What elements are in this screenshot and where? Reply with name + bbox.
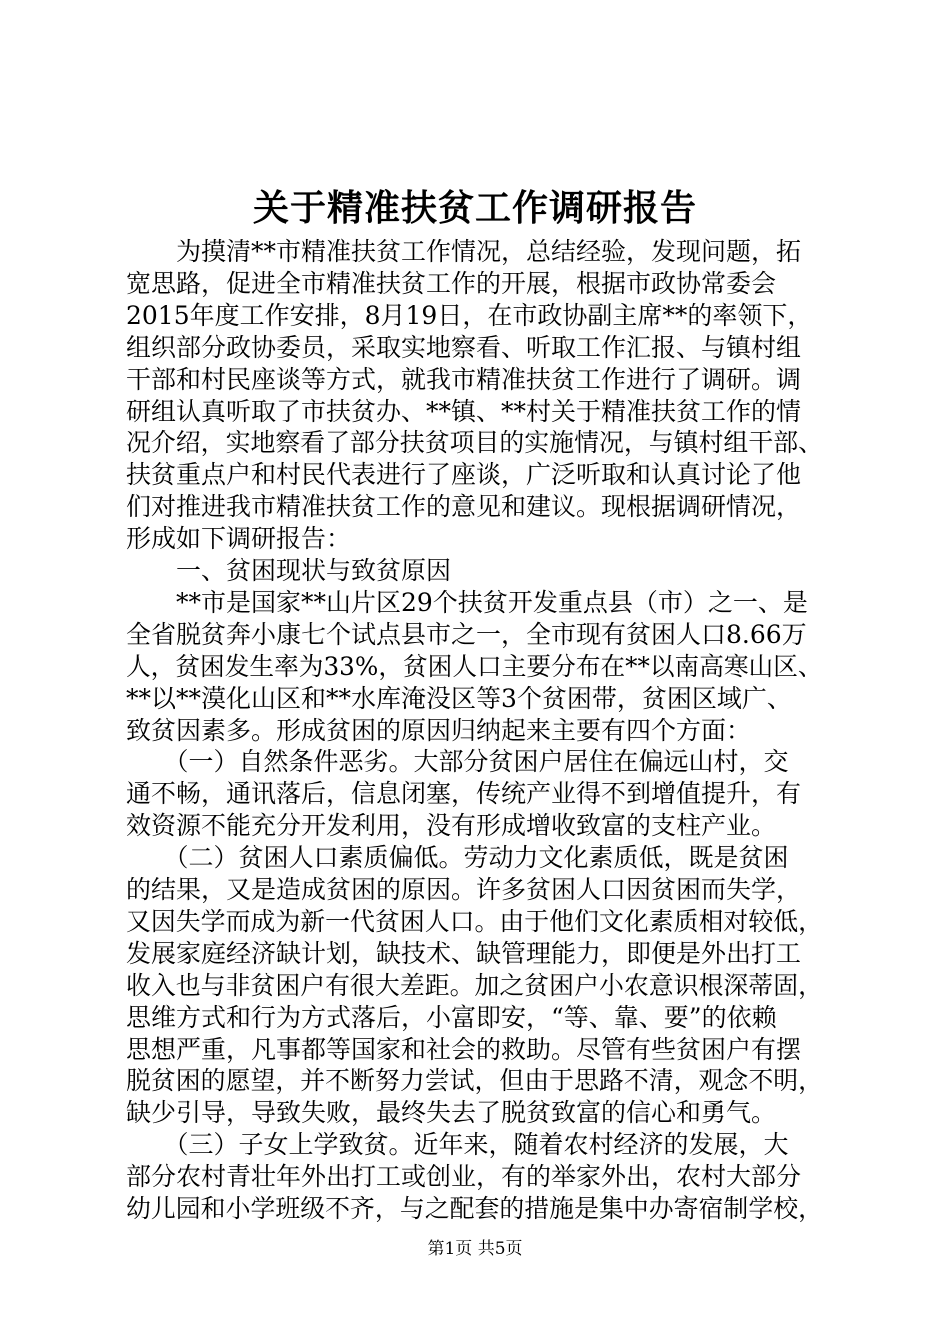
body-text-line: 脱贫困的愿望，并不断努力尝试，但由于思路不清，观念不明， [126, 1066, 824, 1096]
body-text-line: （三）子女上学致贫。近年来，随着农村经济的发展，大 [126, 1130, 789, 1160]
body-text-line: 发展家庭经济缺计划，缺技术、缺管理能力，即便是外出打工 [126, 938, 802, 968]
body-text-line: 扶贫重点户和村民代表进行了座谈，广泛听取和认真讨论了他 [126, 460, 802, 490]
body-text-line: 组织部分政协委员，采取实地察看、听取工作汇报、与镇村组 [126, 332, 802, 362]
body-text-line: **市是国家**山片区29个扶贫开发重点县（市）之一、是 [126, 587, 808, 617]
body-text-line: （二）贫困人口素质偏低。劳动力文化素质低，既是贫困 [126, 843, 789, 873]
body-text-line: 思想严重，凡事都等国家和社会的救助。尽管有些贫困户有摆 [126, 1034, 802, 1064]
body-text-line: 干部和村民座谈等方式，就我市精准扶贫工作进行了调研。调 [126, 364, 802, 394]
body-text-line: 形成如下调研报告： [126, 524, 352, 554]
body-text-line: 研组认真听取了市扶贫办、**镇、**村关于精准扶贫工作的情 [126, 396, 802, 426]
body-text-line: 的结果，又是造成贫困的原因。许多贫困人口因贫困而失学， [126, 875, 802, 904]
body-text-line: 部分农村青壮年外出打工或创业，有的举家外出，农村大部分 [126, 1162, 802, 1192]
body-text-line: 全省脱贫奔小康七个试点县市之一，全市现有贫困人口8.66万 [126, 619, 807, 649]
body-text-line: 收入也与非贫困户有很大差距。加之贫困户小农意识根深蒂固， [126, 970, 824, 1000]
page-footer: 第1页 共5页 [427, 1239, 523, 1259]
document-title: 关于精准扶贫工作调研报告 [252, 187, 697, 229]
body-text-line: 致贫因素多。形成贫困的原因归纳起来主要有四个方面： [126, 715, 752, 745]
body-text-line: 们对推进我市精准扶贫工作的意见和建议。现根据调研情况， [126, 492, 802, 522]
body-text-line: 缺少引导，导致失败，最终失去了脱贫致富的信心和勇气。 [126, 1098, 777, 1128]
body-text-line: 宽思路，促进全市精准扶贫工作的开展，根据市政协常委会 [126, 268, 777, 298]
body-text-line: 2015年度工作安排，8月19日，在市政协副主席**的率领下， [126, 300, 813, 330]
body-text-line: **以**漠化山区和**水库淹没区等3个贫困带，贫困区域广、 [126, 683, 792, 713]
body-text-line: 一、贫困现状与致贫原因 [126, 556, 452, 585]
body-text-line: 人，贫困发生率为33%，贫困人口主要分布在**以南高寒山区、 [126, 651, 823, 681]
body-text-line: 为摸清**市精准扶贫工作情况，总结经验，发现问题，拓 [126, 237, 802, 266]
body-text-line: 通不畅，通讯落后，信息闭塞，传统产业得不到增值提升，有 [126, 779, 802, 809]
body-text-line: 效资源不能充分开发利用，没有形成增收致富的支柱产业。 [126, 811, 777, 841]
body-text-line: （一）自然条件恶劣。大部分贫困户居住在偏远山村，交 [126, 747, 789, 777]
body-text-line: 又因失学而成为新一代贫困人口。由于他们文化素质相对较低， [126, 906, 824, 936]
body-text-line: 况介绍，实地察看了部分扶贫项目的实施情况，与镇村组干部、 [126, 428, 824, 458]
body-text-line: 幼儿园和小学班级不齐，与之配套的措施是集中办寄宿制学校， [126, 1194, 824, 1223]
body-text-line: 思维方式和行为方式落后，小富即安，“等、靠、要”的依赖 [126, 1002, 777, 1032]
